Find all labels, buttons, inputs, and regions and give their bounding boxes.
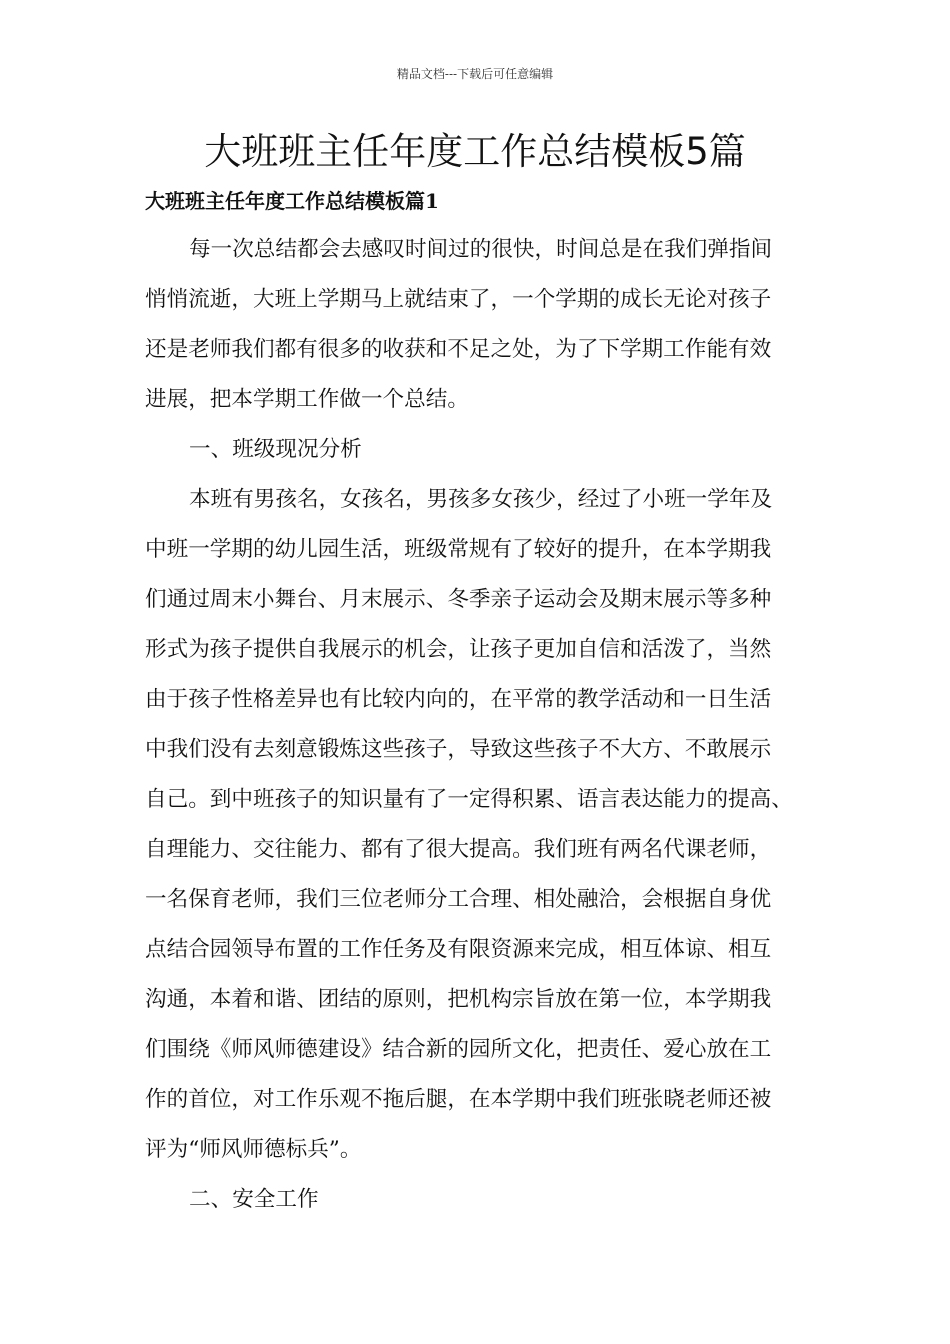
paragraph-line: 悄悄流逝，大班上学期马上就结束了，一个学期的成长无论对孩子	[145, 287, 772, 312]
paragraph-line: 形式为孩子提供自我展示的机会，让孩子更加自信和活泼了，当然	[145, 637, 772, 662]
page-header-note: 精品文档---下载后可任意编辑	[396, 67, 554, 81]
section-subtitle: 大班班主任年度工作总结模板篇1	[145, 189, 439, 213]
paragraph-line: 自理能力、交往能力、都有了很大提高。我们班有两名代课老师，	[145, 837, 772, 862]
paragraph-line: 由于孩子性格差异也有比较内向的，在平常的教学活动和一日生活	[145, 687, 772, 712]
section-heading: 二、安全工作	[189, 1187, 319, 1212]
paragraph-line: 每一次总结都会去感叹时间过的很快，时间总是在我们弹指间	[189, 237, 773, 262]
paragraph-line: 自己。到中班孩子的知识量有了一定得积累、语言表达能力的提高、	[145, 787, 793, 812]
paragraph-line: 中班一学期的幼儿园生活，班级常规有了较好的提升，在本学期我	[145, 537, 772, 562]
paragraph-line: 点结合园领导布置的工作任务及有限资源来完成，相互体谅、相互	[145, 937, 772, 962]
paragraph-line: 们围绕《师风师德建设》结合新的园所文化，把责任、爱心放在工	[145, 1037, 772, 1062]
paragraph-line: 作的首位，对工作乐观不拖后腿，在本学期中我们班张晓老师还被	[145, 1087, 772, 1112]
document-title: 大班班主任年度工作总结模板5篇	[204, 130, 746, 173]
paragraph-line: 们通过周末小舞台、月末展示、冬季亲子运动会及期末展示等多种	[145, 587, 772, 612]
paragraph-line: 还是老师我们都有很多的收获和不足之处，为了下学期工作能有效	[145, 337, 772, 362]
paragraph-line: 评为“师风师德标兵”。	[145, 1137, 362, 1162]
paragraph-line: 一名保育老师，我们三位老师分工合理、相处融洽，会根据自身优	[145, 887, 772, 912]
section-heading: 一、班级现况分析	[189, 437, 362, 462]
paragraph-line: 中我们没有去刻意锻炼这些孩子，导致这些孩子不大方、不敢展示	[145, 737, 772, 762]
paragraph-line: 沟通，本着和谐、团结的原则，把机构宗旨放在第一位，本学期我	[145, 987, 772, 1012]
paragraph-line: 本班有男孩名，女孩名，男孩多女孩少，经过了小班一学年及	[189, 487, 773, 512]
paragraph-line: 进展，把本学期工作做一个总结。	[145, 387, 469, 412]
